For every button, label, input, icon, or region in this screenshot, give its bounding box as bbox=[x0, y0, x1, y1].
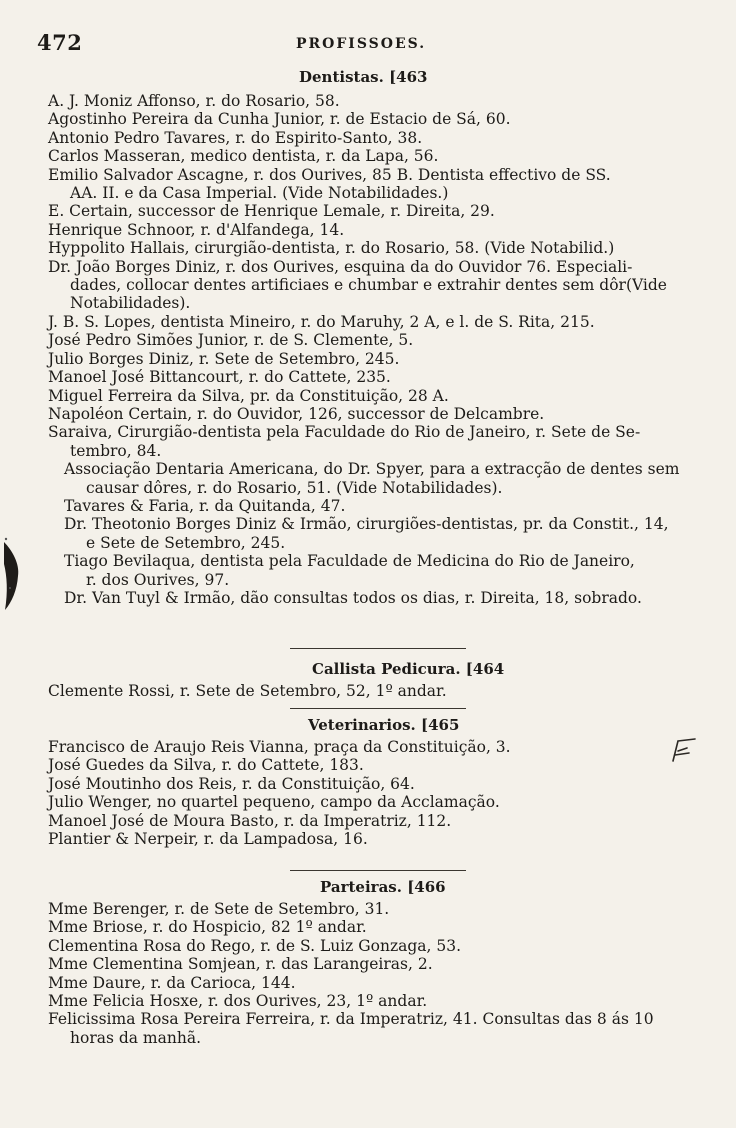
list-item bbox=[48, 756, 702, 774]
list-item bbox=[48, 92, 702, 110]
entry-line: Saraiva, Cirurgião-dentista pela Faculdade do Rio de Janeiro, r. Sete de Se- bbox=[48, 423, 641, 442]
entry-line: Tavares & Faria, r. da Quitanda, 47. bbox=[64, 496, 346, 515]
entry-line: Dr. João Borges Diniz, r. dos Ourives, esquina da do Ouvidor 76. Especiali- bbox=[48, 257, 633, 276]
section-ref: [463 bbox=[389, 68, 428, 86]
entry-line: José Pedro Simões Junior, r. de S. Clemente, 5. bbox=[48, 331, 414, 350]
section-divider bbox=[290, 708, 466, 709]
section-title: Callista Pedicura. bbox=[312, 660, 461, 678]
entry-line: Mme Felicia Hosxe, r. dos Ourives, 23, 1º andar. bbox=[48, 992, 428, 1011]
entry-line: José Guedes da Silva, r. do Cattete, 183. bbox=[48, 756, 364, 775]
entry-continuation: dades, collocar dentes artificiaes e chumbar e extrahir dentes sem dôr(Vide bbox=[70, 276, 667, 295]
section-ref: [464 bbox=[465, 660, 505, 678]
list-item bbox=[48, 974, 702, 992]
list-item bbox=[48, 937, 702, 955]
section-divider bbox=[290, 870, 466, 871]
list-item bbox=[48, 955, 702, 973]
entry-line: E. Certain, successor de Henrique Lemale, r. Direita, 29. bbox=[48, 202, 495, 221]
section-title: Parteiras. bbox=[320, 878, 402, 896]
entry-line: Agostinho Pereira da Cunha Junior, r. de Estacio de Sá, 60. bbox=[48, 110, 511, 129]
list-item bbox=[48, 992, 702, 1010]
list-item bbox=[48, 405, 702, 423]
list-item bbox=[48, 350, 702, 368]
list-item bbox=[48, 129, 702, 147]
entry-line: Emilio Salvador Ascagne, r. dos Ourives, 85 B. Dentista effectivo de SS. bbox=[48, 165, 611, 184]
entry-line: Hyppolito Hallais, cirurgião-dentista, r. do Rosario, 58. (Vide Notabilid.) bbox=[48, 239, 615, 258]
entry-line: Mme Daure, r. da Carioca, 144. bbox=[48, 973, 296, 992]
entry-line: Manoel José Bittancourt, r. do Cattete, 235. bbox=[48, 368, 391, 387]
entry-line: Mme Briose, r. do Hospicio, 82 1º andar. bbox=[48, 918, 367, 937]
callista-list bbox=[0, 682, 736, 700]
list-item bbox=[48, 368, 702, 386]
entry-line: Dr. Van Tuyl & Irmão, dão consultas todos os dias, r. Direita, 18, sobrado. bbox=[64, 588, 642, 607]
entry-line: Mme Berenger, r. de Sete de Setembro, 31. bbox=[48, 900, 390, 918]
entry-line: Carlos Masseran, medico dentista, r. da Lapa, 56. bbox=[48, 147, 439, 166]
entry-continuation: r. dos Ourives, 97. bbox=[86, 570, 230, 589]
section-heading-veterinarios bbox=[308, 716, 459, 734]
handwritten-mark-icon bbox=[669, 737, 697, 763]
entry-line: Felicissima Rosa Pereira Ferreira, r. da Imperatriz, 41. Consultas das 8 ás 10 bbox=[48, 1010, 654, 1029]
entry-line: Julio Wenger, no quartel pequeno, campo da Acclamação. bbox=[48, 793, 500, 812]
entry-continuation: Notabilidades). bbox=[70, 294, 191, 313]
list-item bbox=[48, 1010, 702, 1047]
entry-line: Dr. Theotonio Borges Diniz & Irmão, cirurgiões-dentistas, pr. da Constit., 14, bbox=[64, 515, 669, 534]
list-item bbox=[64, 497, 702, 515]
page-number: 472 bbox=[37, 30, 83, 55]
entry-line: Miguel Ferreira da Silva, pr. da Constituição, 28 A. bbox=[48, 386, 449, 405]
entry-line: Henrique Schnoor, r. d'Alfandega, 14. bbox=[48, 220, 345, 239]
entry-line: Clementina Rosa do Rego, r. de S. Luiz Gonzaga, 53. bbox=[48, 936, 462, 955]
running-head: PROFISSOES. bbox=[296, 36, 427, 52]
entry-line: Julio Borges Diniz, r. Sete de Setembro, 245. bbox=[48, 349, 400, 368]
list-item bbox=[64, 460, 702, 497]
list-item bbox=[48, 239, 702, 257]
list-item bbox=[48, 258, 702, 313]
entry-line: Associação Dentaria Americana, do Dr. Spyer, para a extracção de dentes sem bbox=[64, 460, 680, 479]
list-item bbox=[48, 147, 702, 165]
dentistas-list bbox=[0, 92, 736, 607]
entry-line: Manoel José de Moura Basto, r. da Imperatriz, 112. bbox=[48, 811, 452, 830]
entry-line: José Moutinho dos Reis, r. da Constituição, 64. bbox=[48, 774, 415, 793]
entry-line: Napoléon Certain, r. do Ouvidor, 126, successor de Delcambre. bbox=[48, 404, 545, 423]
list-item bbox=[48, 202, 702, 220]
list-item bbox=[48, 793, 702, 811]
entry-line: J. B. S. Lopes, dentista Mineiro, r. do Maruhy, 2 A, e l. de S. Rita, 215. bbox=[48, 312, 595, 331]
entry-line: A. J. Moniz Affonso, r. do Rosario, 58. bbox=[48, 92, 340, 110]
list-item bbox=[48, 221, 702, 239]
section-heading-dentistas bbox=[299, 68, 428, 86]
list-item bbox=[48, 331, 702, 349]
list-item bbox=[48, 423, 702, 460]
entry-line: Tiago Bevilaqua, dentista pela Faculdade de Medicina do Rio de Janeiro, bbox=[64, 552, 635, 571]
list-item bbox=[48, 830, 702, 848]
entry-line: Francisco de Araujo Reis Vianna, praça da Constituição, 3. bbox=[48, 738, 511, 756]
section-title: Dentistas. bbox=[299, 68, 384, 86]
section-ref: [466 bbox=[407, 878, 446, 896]
list-item bbox=[64, 515, 702, 552]
list-item bbox=[48, 738, 702, 756]
list-item bbox=[48, 110, 702, 128]
section-title: Veterinarios. bbox=[308, 716, 416, 734]
list-item bbox=[64, 589, 702, 607]
entry-line: Mme Clementina Somjean, r. das Larangeiras, 2. bbox=[48, 955, 433, 974]
entry-continuation: causar dôres, r. do Rosario, 51. (Vide Notabilidades). bbox=[86, 478, 503, 497]
section-ref: [465 bbox=[421, 716, 460, 734]
list-item bbox=[48, 313, 702, 331]
entry-continuation: horas da manhã. bbox=[70, 1028, 202, 1047]
list-item bbox=[48, 918, 702, 936]
entry-line: Clemente Rossi, r. Sete de Setembro, 52, 1º andar. bbox=[48, 682, 447, 700]
list-item bbox=[64, 552, 702, 589]
entry-continuation: AA. II. e da Casa Imperial. (Vide Notabilidades.) bbox=[70, 184, 449, 203]
entry-continuation: tembro, 84. bbox=[70, 441, 162, 460]
section-heading-parteiras bbox=[320, 878, 446, 896]
list-item bbox=[48, 682, 702, 700]
entry-line: Plantier & Nerpeir, r. da Lampadosa, 16. bbox=[48, 830, 368, 849]
section-divider bbox=[290, 648, 466, 649]
list-item bbox=[48, 166, 702, 203]
list-item bbox=[48, 900, 702, 918]
ink-blot-icon bbox=[0, 536, 22, 614]
veterinarios-list bbox=[0, 738, 736, 848]
list-item bbox=[48, 387, 702, 405]
parteiras-list bbox=[0, 900, 736, 1047]
entry-line: Antonio Pedro Tavares, r. do Espirito-Santo, 38. bbox=[48, 128, 423, 147]
list-item bbox=[48, 812, 702, 830]
section-heading-callista bbox=[312, 660, 504, 678]
list-item bbox=[48, 775, 702, 793]
entry-continuation: e Sete de Setembro, 245. bbox=[86, 533, 286, 552]
